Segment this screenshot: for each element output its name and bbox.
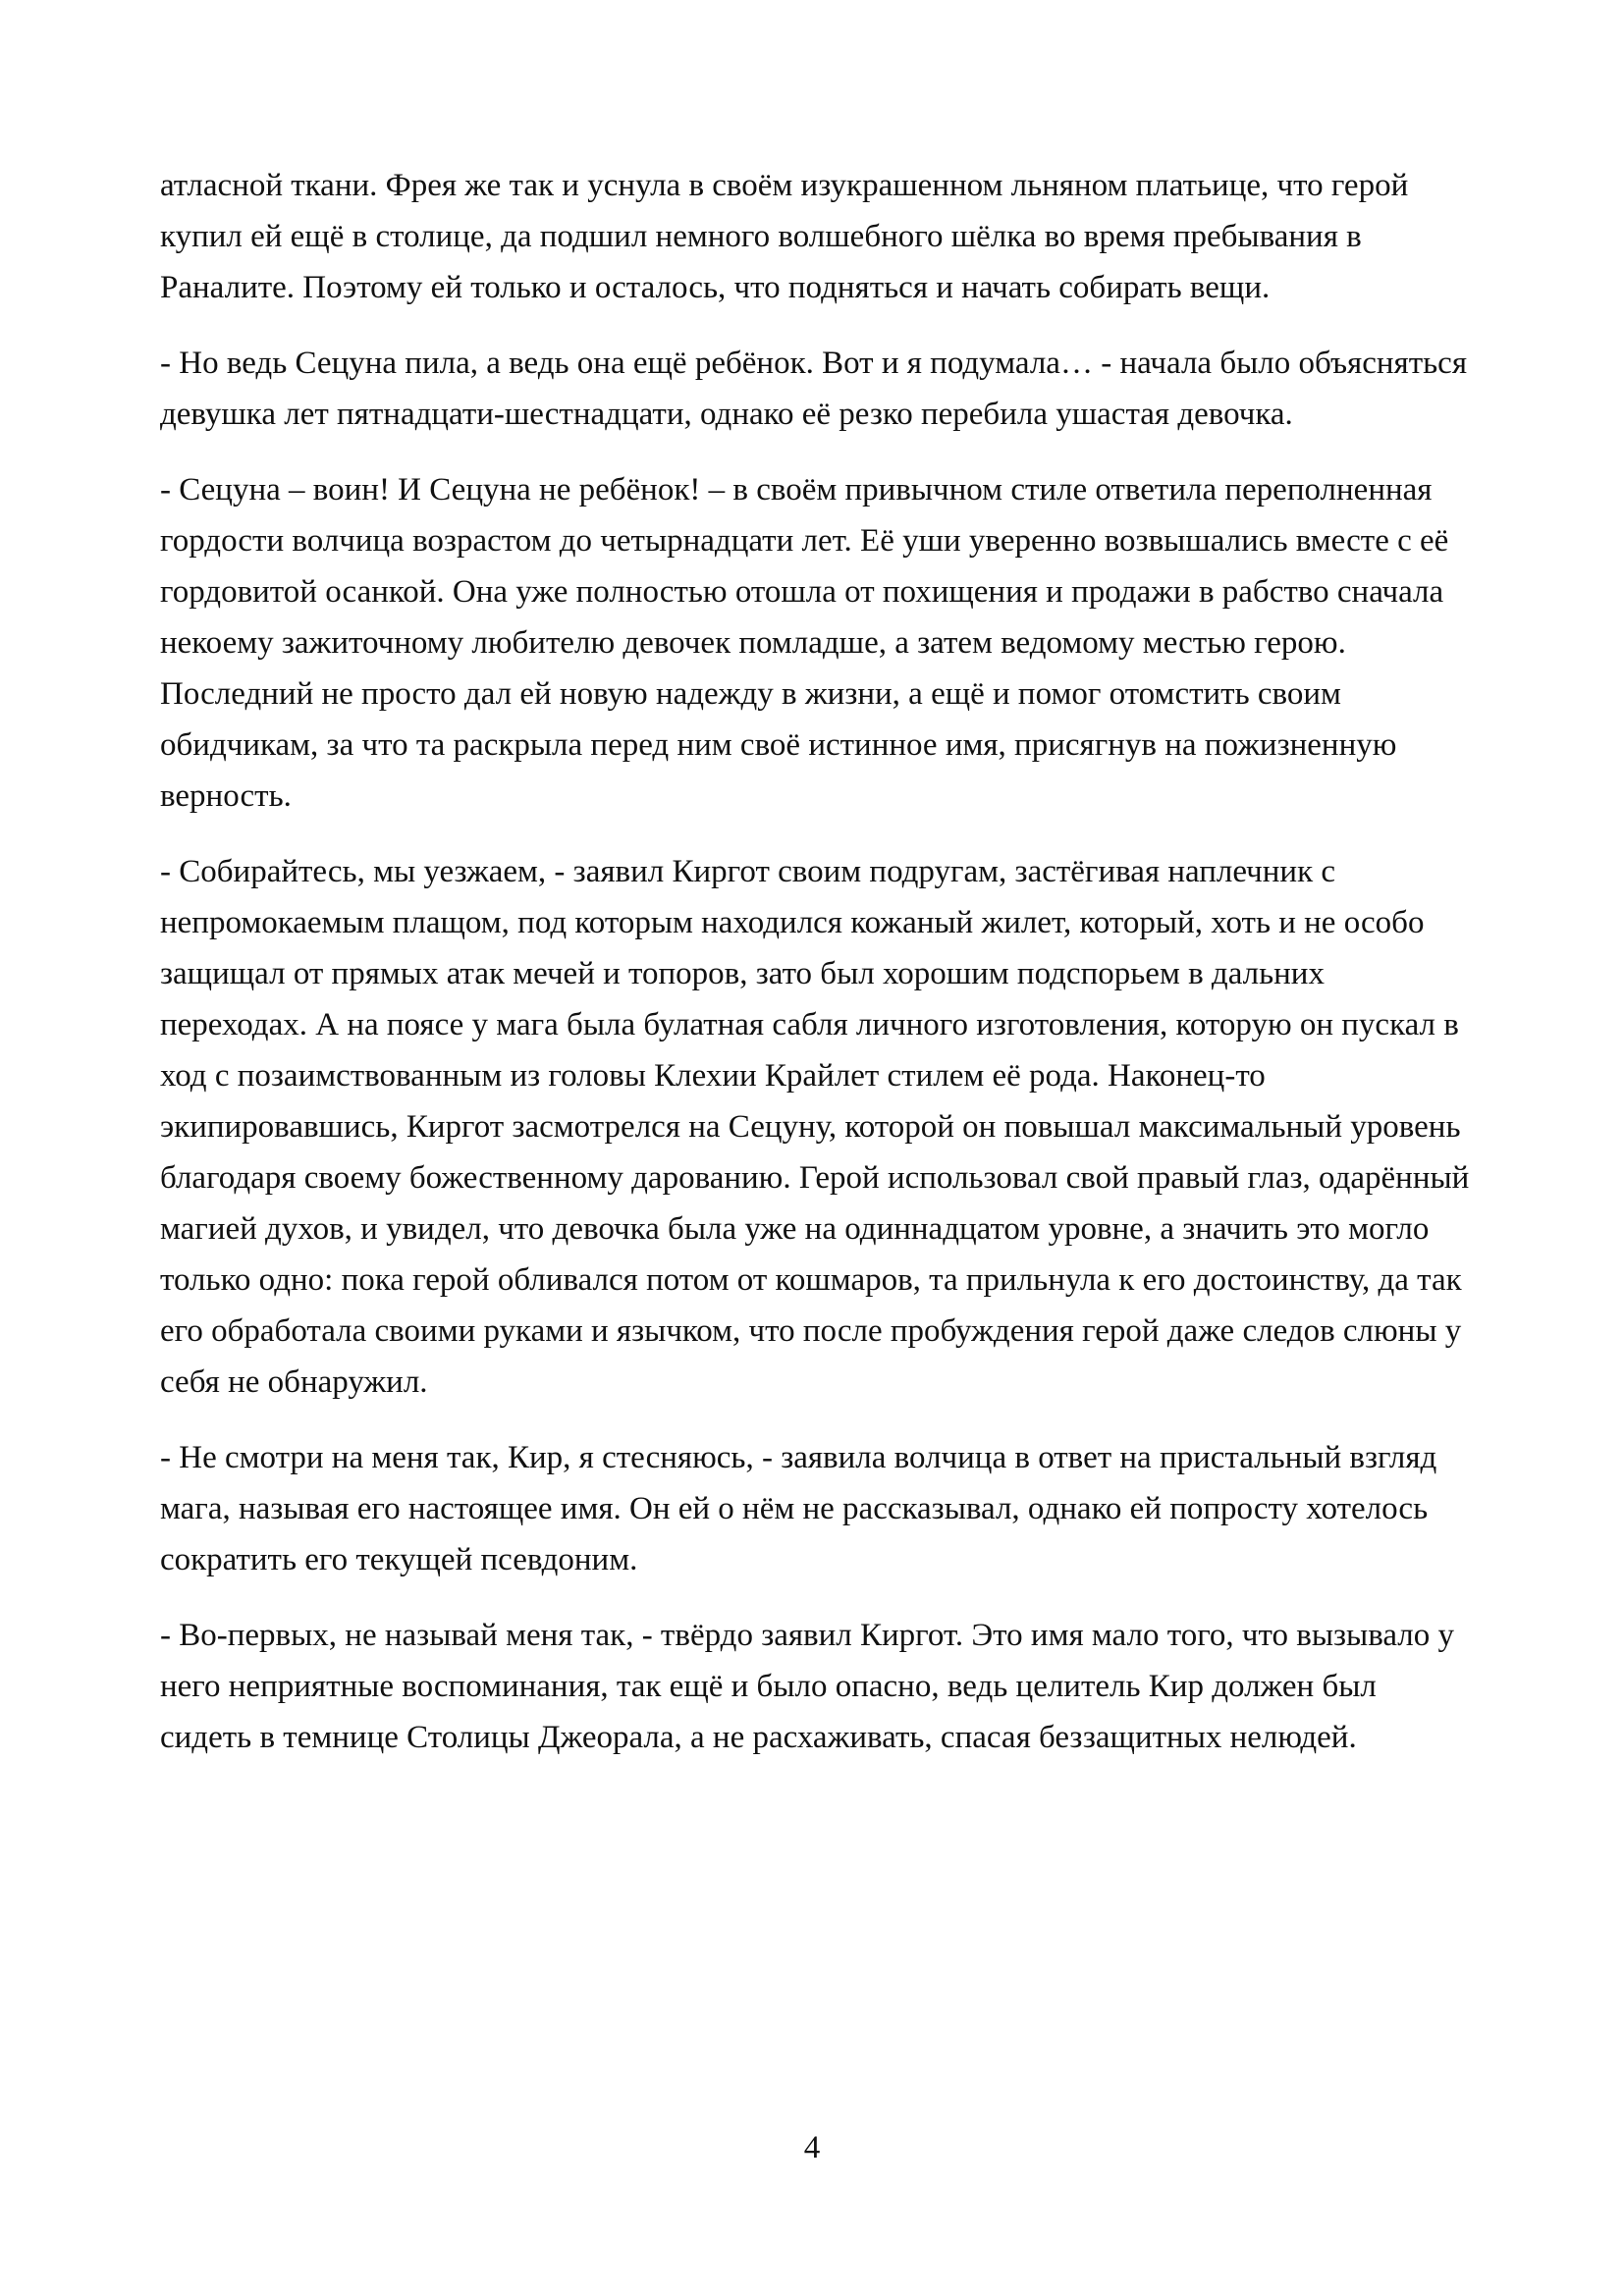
- paragraph-5: - Не смотри на меня так, Кир, я стесняюсь, - заявила волчица в ответ на пристальный взгляд мага, называя его настоящее имя. Он ей о нём не рассказывал, однако ей попросту хотелось сократить его текущей псевдоним.: [160, 1440, 1437, 1577]
- paragraph-1: атласной ткани. Фрея же так и уснула в своём изукрашенном льняном платьице, что герой купил ей ещё в столице, да подшил немного волшебного шёлка во время пребывания в Раналите. Поэтому ей только и осталось, что подняться и начать собирать вещи.: [160, 168, 1409, 305]
- document-text-block: [160, 160, 1470, 1788]
- paragraph-2: - Но ведь Сецуна пила, а ведь она ещё ребёнок. Вот и я подумала… - начала было объясняться девушка лет пятнадцати-шестнадцати, однако её резко перебила ушастая девочка.: [160, 346, 1468, 432]
- paragraph-4: - Собирайтесь, мы уезжаем, - заявил Киргот своим подругам, застёгивая наплечник с непромокаемым плащом, под которым находился кожаный жилет, который, хоть и не особо защищал от прямых атак мечей и топоров, зато был хорошим подспорьем в дальних переходах. А на поясе у мага была булатная сабля личного изготовления, которую он пускал в ход с позаимствованным из головы Клехии Крайлет стилем её рода. Наконец-то экипировавшись, Киргот засмотрелся на Сецуну, которой он повышал максимальный уровень благодаря своему божественному дарованию. Герой использовал свой правый глаз, одарённый магией духов, и увидел, что девочка была уже на одиннадцатом уровне, а значить это могло только одно: пока герой обливался потом от кошмаров, та прильнула к его достоинству, да так его обработала своими руками и язычком, что после пробуждения герой даже следов слюны у себя не обнаружил.: [160, 854, 1470, 1400]
- paragraph-3: - Сецуна – воин! И Сецуна не ребёнок! – в своём привычном стиле ответила переполненная гордости волчица возрастом до четырнадцати лет. Её уши уверенно возвышались вместе с её гордовитой осанкой. Она уже полностью отошла от похищения и продажи в рабство сначала некоему зажиточному любителю девочек помладше, а затем ведомому местью герою. Последний не просто дал ей новую надежду в жизни, а ещё и помог отомстить своим обидчикам, за что та раскрыла перед ним своё истинное имя, присягнув на пожизненную верность.: [160, 472, 1449, 814]
- page-number: 4: [803, 2130, 821, 2165]
- paragraph-6: - Во-первых, не называй меня так, - твёрдо заявил Киргот. Это имя мало того, что вызывало у него неприятные воспоминания, так ещё и было опасно, ведь целитель Кир должен был сидеть в темнице Столицы Джеорала, а не расхаживать, спасая беззащитных нелюдей.: [160, 1618, 1455, 1755]
